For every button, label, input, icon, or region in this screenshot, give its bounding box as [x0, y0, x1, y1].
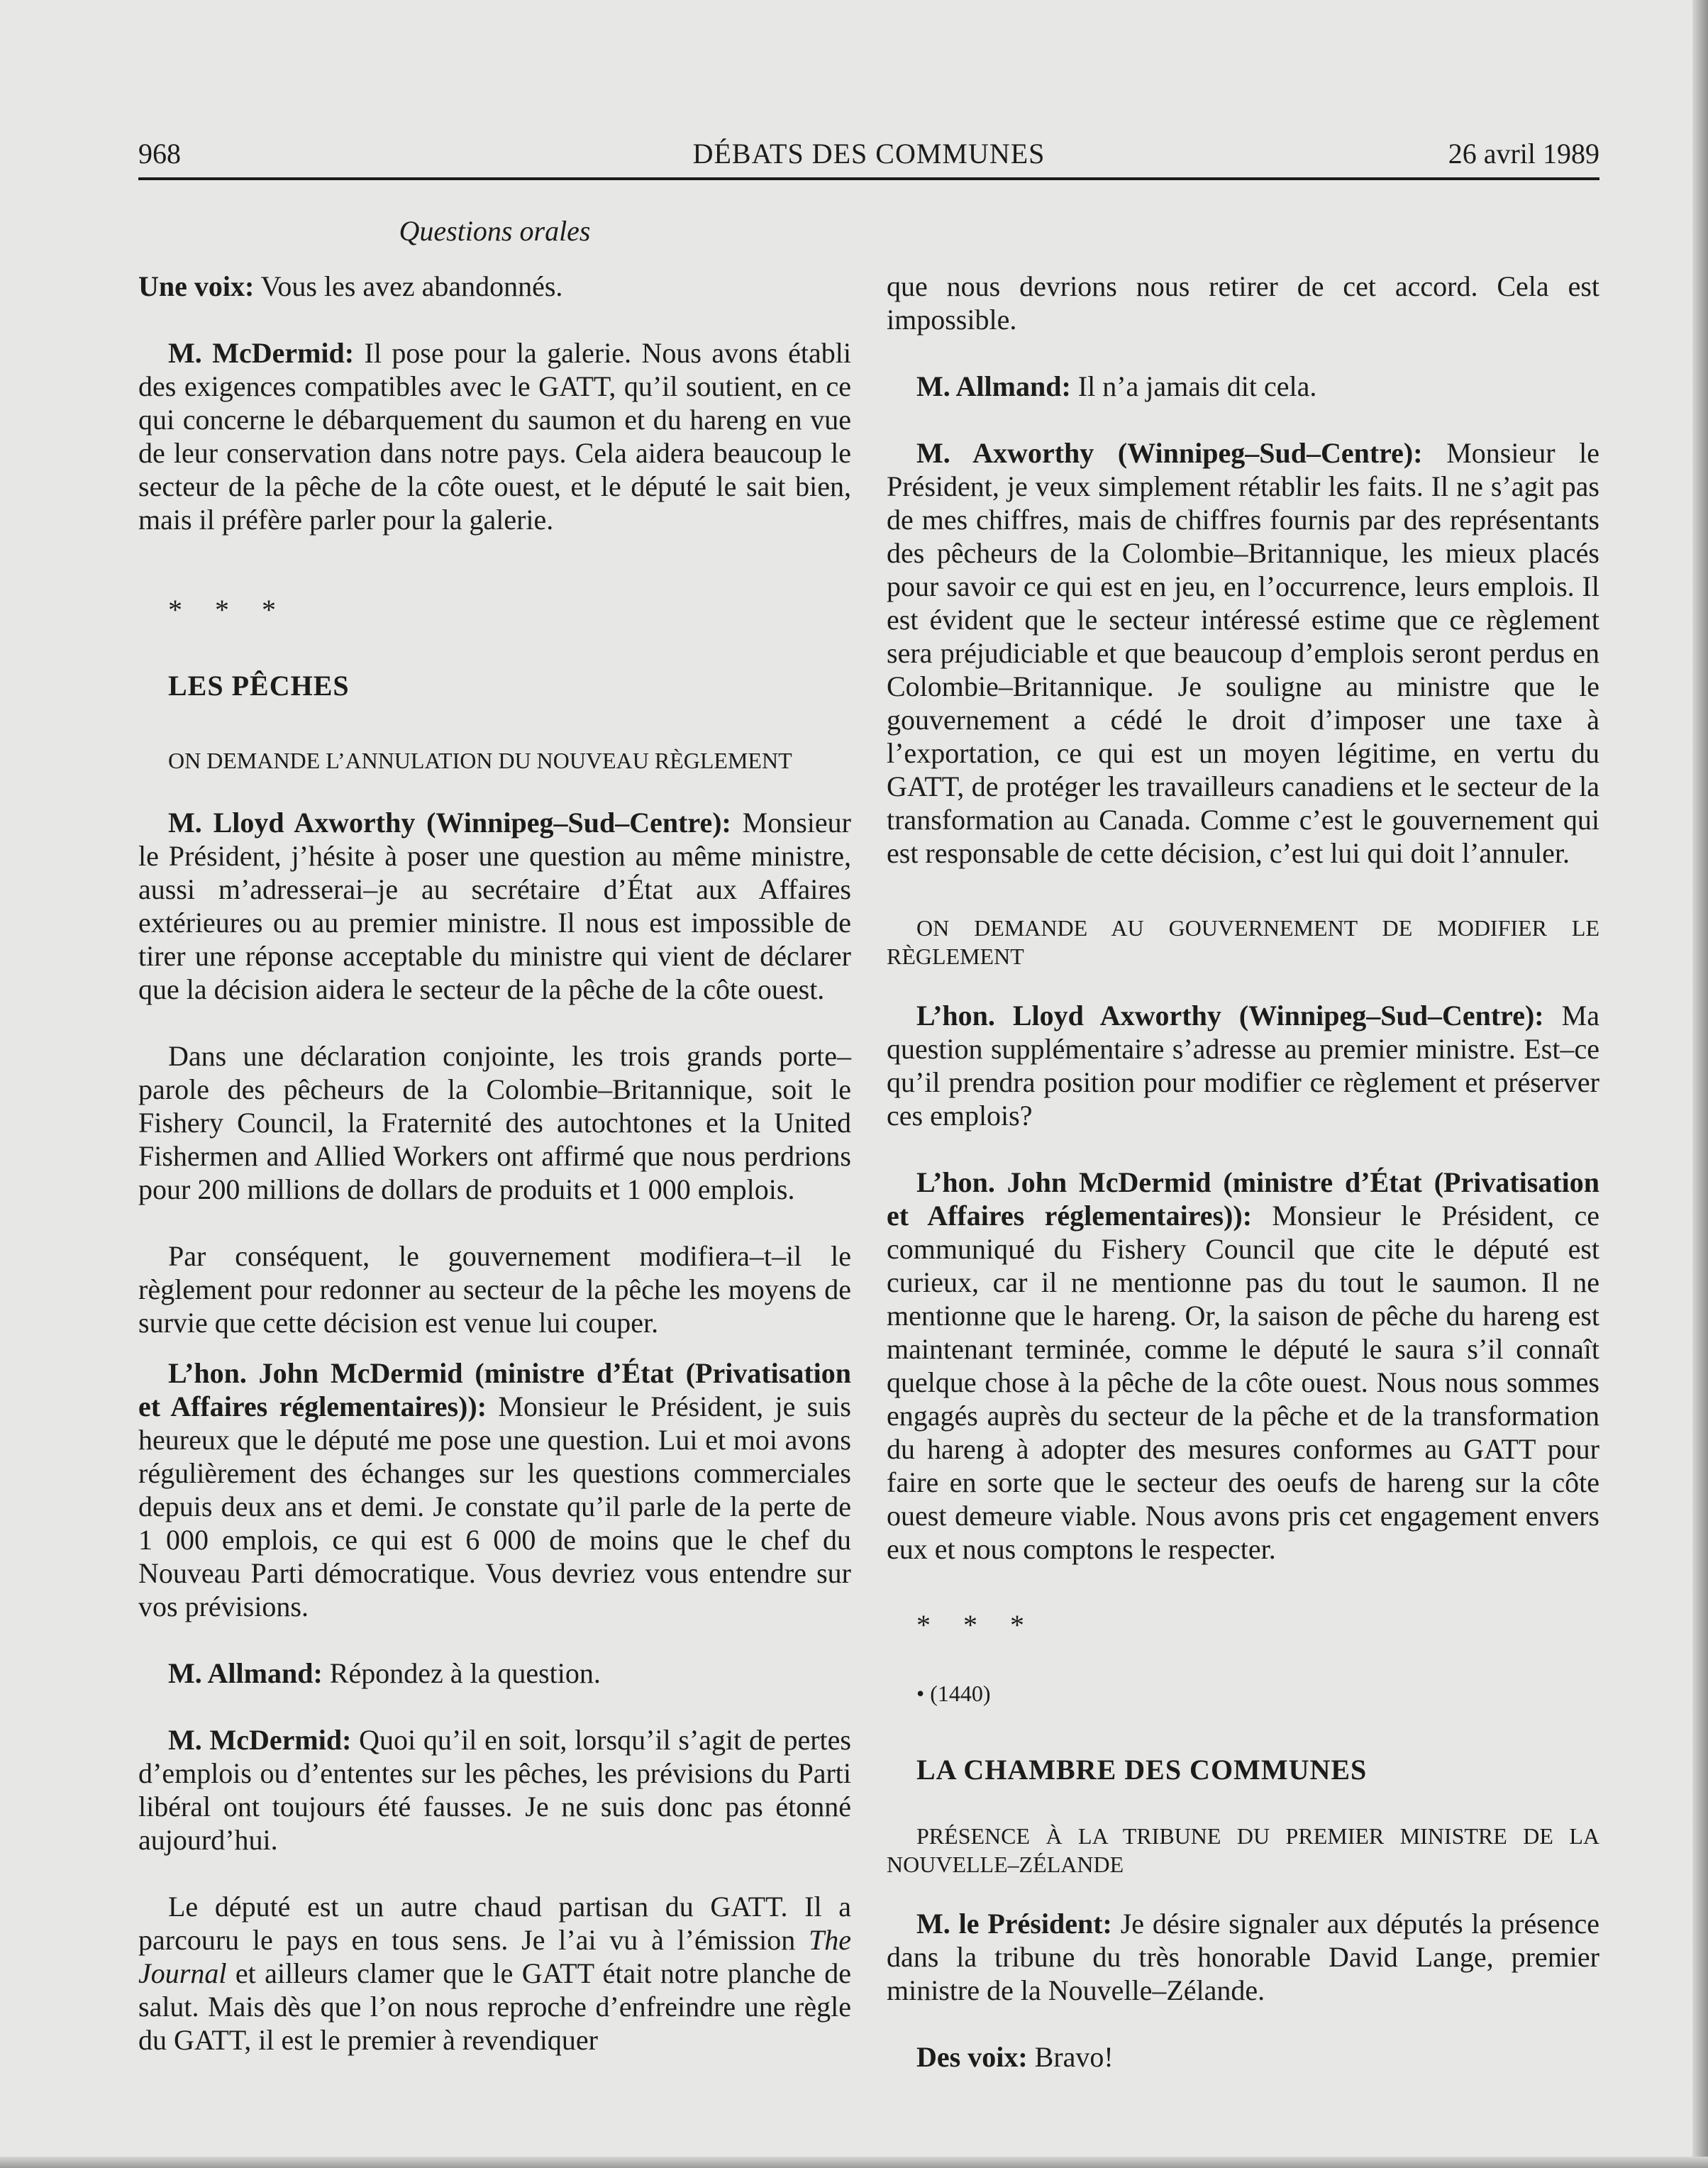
page-number: 968 [138, 138, 181, 170]
speech-text: Il pose pour la galerie. Nous avons établi des exigences compatibles avec le GATT, qu’il soutient, en ce qui concerne le débarquement du saumon et du hareng en vue de leur conservation dans notre pays. Cela aidera beaucoup le secteur de la pêche de la côte ouest, et le député le sait bien, mais il préfère parler pour la galerie. [138, 337, 852, 536]
paragraph [138, 806, 851, 1006]
program-title: The Journal [138, 1924, 851, 1989]
speech-text: Ma question supplémentaire s’adresse au premier ministre. Est–ce qu’il prendra position pour modifier ce règlement et préserver ces emplois? [887, 1000, 1599, 1132]
page-bottom-shadow [0, 2157, 1708, 2168]
speaker-name: L’hon. John McDermid (ministre d’État (Privatisation et Affaires réglementaires)): [138, 1357, 851, 1422]
speech-text: Bravo! [1027, 2041, 1114, 2073]
paragraph [138, 1723, 851, 1857]
speech-text: Répondez à la question. [322, 1657, 601, 1689]
left-column [138, 270, 851, 2090]
speaker-name: Des voix: [916, 2041, 1028, 2073]
speech-text: et ailleurs clamer que le GATT était notre planche de salut. Mais dès que l’on nous reproche d’enfreindre une règle du GATT, il est le premier à revendiquer [138, 1957, 851, 2056]
speech-text: Monsieur le Président, j’hésite à poser une question au même ministre, aussi m’adresserai–je au secrétaire d’État aux Affaires extérieures ou au premier ministre. Il nous est impossible de tirer une réponse acceptable du ministre qui vient de déclarer que la décision aidera le secteur de la pêche de la côte ouest. [138, 807, 851, 1005]
speech-text: Monsieur le Président, je veux simplement rétablir les faits. Il ne s’agit pas de mes chiffres, mais de chiffres fournis par des représentants des pêcheurs de la Colombie–Britannique, les mieux placés pour savoir ce qui est en jeu, en l’occurrence, leurs emplois. Il est évident que le secteur intéressé estime que ce règlement sera préjudiciable et que beaucoup d’emplois seront perdus en Colombie–Britannique. Je souligne au ministre que le gouvernement a cédé le droit d’imposer une taxe à l’exportation, ce qui est un moyen légitime, en vertu du GATT, de protéger les travailleurs canadiens et le secteur de la transformation au Canada. Comme c’est le gouvernement qui est responsable de cette décision, c’est lui qui doit l’annuler. [887, 437, 1600, 869]
speaker-name: Une voix: [138, 270, 255, 302]
publication-title: DÉBATS DES COMMUNES [692, 138, 1046, 170]
section-heading: LES PÊCHES [168, 670, 350, 702]
paragraph [138, 1657, 851, 1690]
paragraph [138, 1356, 851, 1623]
section-separator: * * * [168, 594, 289, 626]
paragraph: que nous devrions nous retirer de cet accord. Cela est impossible. [887, 270, 1599, 336]
speech-text: Vous les avez abandonnés. [254, 270, 563, 302]
paragraph [138, 336, 851, 536]
speech-text: Monsieur le Président, ce communiqué du Fishery Council que cite le député est curieux, car il ne mentionne pas du tout le saumon. Il ne mentionne que le hareng. Or, la saison de pêche du hareng est maintenant terminée, comme le député le saura s’il connaît quelque chose à la pêche de la côte ouest. Nous nous sommes engagés auprès du secteur de la pêche et de la transformation du hareng à adopter des mesures conformes au GATT pour faire en sorte que le secteur des oeufs de hareng sur la côte ouest demeure viable. Nous avons pris cet engagement envers eux et nous comptons le respecter. [887, 1200, 1599, 1565]
page-edge-shadow [1692, 0, 1708, 2168]
speaker-name: M. Lloyd Axworthy (Winnipeg–Sud–Centre): [168, 807, 731, 839]
subheading: ON DEMANDE L’ANNULATION DU NOUVEAU RÈGLEMENT [168, 748, 792, 773]
paragraph [887, 999, 1599, 1132]
paragraph [887, 1166, 1599, 1566]
time-marker: • (1440) [916, 1681, 991, 1706]
subheading: ON DEMANDE AU GOUVERNEMENT DE MODIFIER LE RÈGLEMENT [887, 915, 1599, 969]
speech-text: Je désire signaler aux députés la présence dans la tribune du très honorable David Lange, premier ministre de la Nouvelle–Zélande. [887, 1908, 1599, 2006]
speech-text: Quoi qu’il en soit, lorsqu’il s’agit de pertes d’emplois ou d’ententes sur les pêches, les prévisions du Parti libéral ont toujours été fausses. Je ne suis donc pas étonné aujourd’hui. [138, 1724, 851, 1856]
speech-text: Monsieur le Président, je suis heureux que le député me pose une question. Lui et moi avons régulièrement des échanges sur les questions commerciales depuis deux ans et demi. Je constate qu’il parle de la perte de 1 000 emplois, ce qui est 6 000 de moins que le chef du Nouveau Parti démocratique. Vous devriez vous entendre sur vos prévisions. [138, 1390, 851, 1622]
speaker-name: M. Allmand: [916, 370, 1071, 402]
section-label: Questions orales [399, 215, 591, 247]
speaker-name: M. Axworthy (Winnipeg–Sud–Centre): [916, 437, 1423, 469]
page-header [138, 137, 1599, 172]
speaker-name: L’hon. Lloyd Axworthy (Winnipeg–Sud–Centre): [916, 1000, 1544, 1032]
section-separator: * * * [916, 1609, 1037, 1641]
paragraph [887, 2040, 1599, 2074]
speaker-name: M. le Président: [916, 1908, 1112, 1940]
paragraph [887, 370, 1599, 403]
speaker-name: M. McDermid: [168, 1724, 352, 1756]
speaker-name: M. Allmand: [168, 1657, 323, 1689]
speech-text: Le député est un autre chaud partisan du GATT. Il a parcouru le pays en tous sens. Je l’ai vu à l’émission [138, 1891, 851, 1956]
right-column [887, 270, 1599, 2107]
paragraph: Par conséquent, le gouvernement modifiera–t–il le règlement pour redonner au secteur de la pêche les moyens de survie que cette décision est venue lui couper. [138, 1240, 851, 1339]
speaker-name: M. McDermid: [168, 337, 355, 369]
subheading: PRÉSENCE À LA TRIBUNE DU PREMIER MINISTRE DE LA NOUVELLE–ZÉLANDE [887, 1823, 1599, 1877]
speech-text: Il n’a jamais dit cela. [1070, 370, 1317, 402]
paragraph [138, 1890, 851, 2057]
header-rule [138, 177, 1599, 180]
paragraph [138, 270, 851, 303]
paragraph [887, 1907, 1599, 2007]
paragraph [887, 436, 1599, 870]
section-heading: LA CHAMBRE DES COMMUNES [916, 1754, 1368, 1786]
paragraph: Dans une déclaration conjointe, les trois grands porte–parole des pêcheurs de la Colombie–Britannique, soit le Fishery Council, la Fraternité des autochtones et la United Fishermen and Allied Workers ont affirmé que nous perdrions pour 200 millions de dollars de produits et 1 000 emplois. [138, 1040, 851, 1205]
page-date: 26 avril 1989 [1448, 138, 1599, 170]
speaker-name: L’hon. John McDermid (ministre d’État (Privatisation et Affaires réglementaires)): [887, 1166, 1599, 1232]
